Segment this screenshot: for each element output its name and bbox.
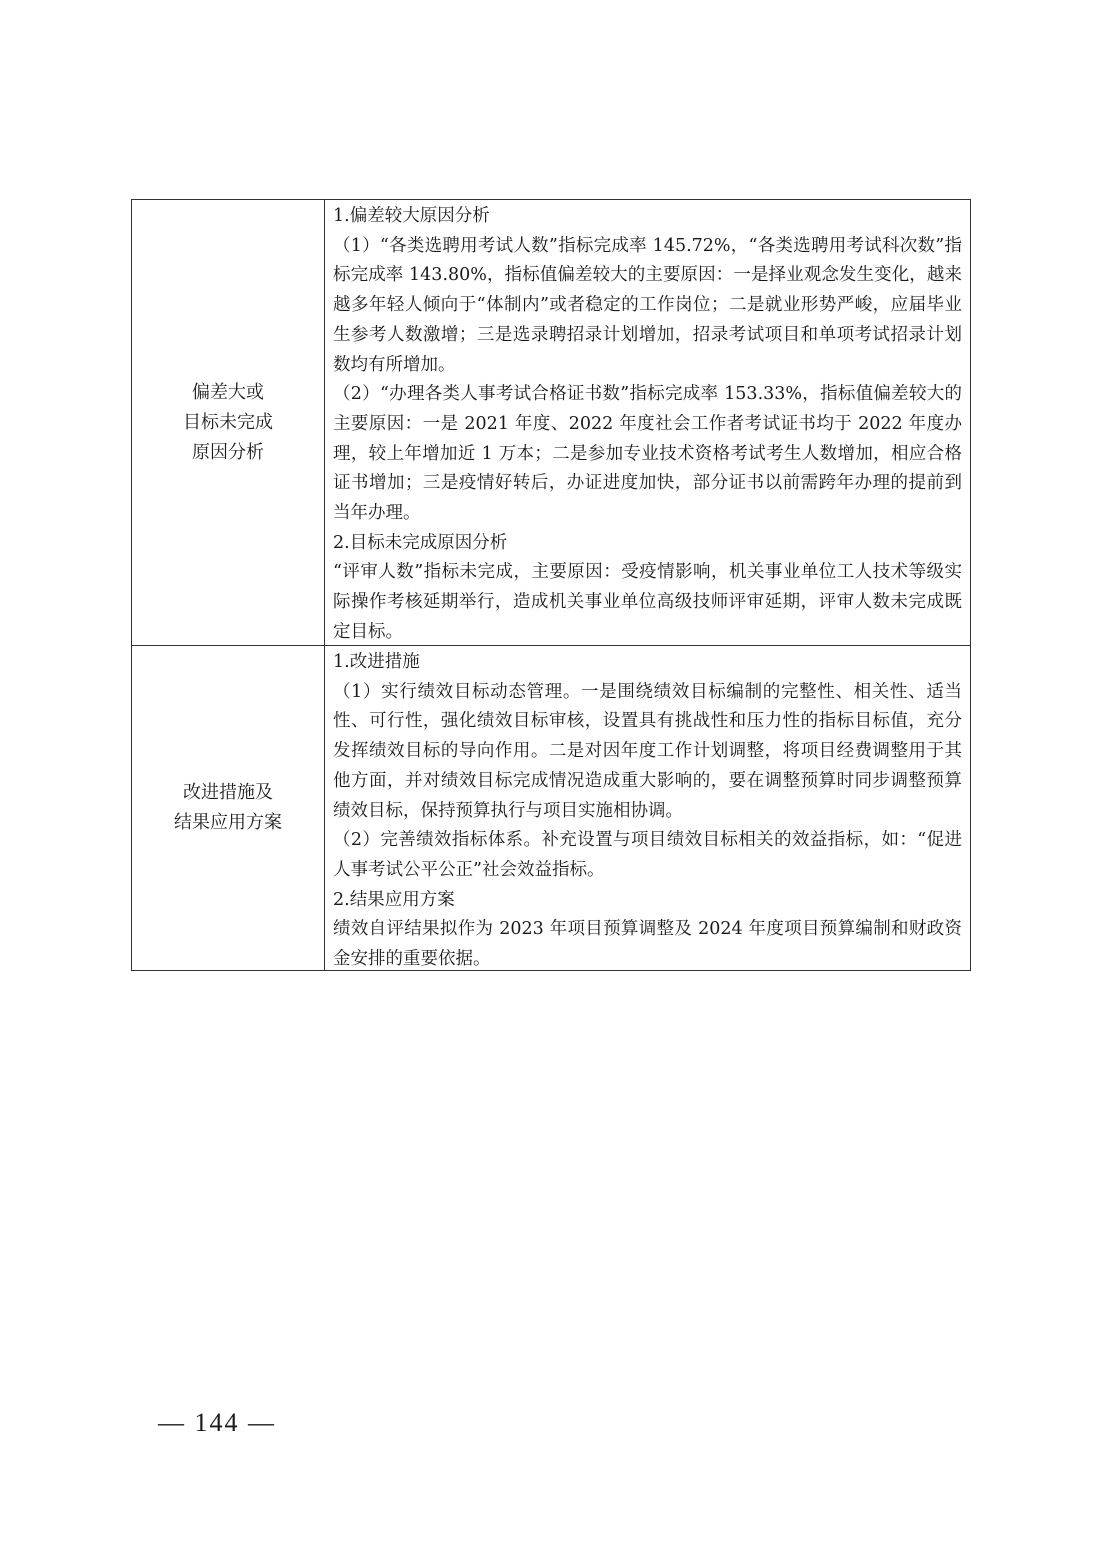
paragraph: 绩效自评结果拟作为 2023 年项目预算调整及 2024 年度项目预算编制和财政资金安排的重要依据。 [333, 919, 962, 970]
table-row-deviation-analysis [132, 200, 970, 645]
paragraph: （1）“各类选聘用考试人数”指标完成率 145.72%，“各类选聘用考试科次数”指标完成率 143.80%，指标值偏差较大的主要原因：一是择业观念发生变化，越来越多年轻人倾向于“体制内”或者稳定的工作岗位；二是就业形势严峻，应届毕业生参考人数激增；三是选录聘招录计划增加，招录考试项目和单项考试招录计划数均有所增加。 [333, 235, 962, 375]
label-line: 结果应用方案 [174, 812, 282, 833]
evaluation-table [131, 199, 971, 971]
section-heading: 1.偏差较大原因分析 [333, 206, 490, 226]
page-number: — 144 — [158, 1408, 276, 1437]
paragraph: （2）“办理各类人事考试合格证书数”指标完成率 153.33%，指标值偏差较大的主要原因：一是 2021 年度、2022 年度社会工作者考试证书均于 2022 年度办理，较上年增加近 1 万本；二是参加专业技术资格考试考生人数增加，相应合格证书增加；三是疫情好转后，办证进度加快，部分证书以前需跨年办理的提前到当年办理。 [333, 384, 962, 524]
row-content-improvement [325, 646, 970, 970]
section-heading: 2.目标未完成原因分析 [333, 532, 508, 553]
table-row-improvement-measures [132, 645, 970, 970]
section-heading: 1.改进措施 [333, 652, 420, 672]
section-heading: 2.结果应用方案 [333, 889, 455, 910]
label-line: 目标未完成 [183, 411, 273, 433]
row-label-deviation [132, 200, 325, 645]
paragraph: （2）完善绩效指标体系。补充设置与项目绩效目标相关的效益指标，如：“促进人事考试公平公正”社会效益指标。 [333, 830, 962, 880]
label-line: 改进措施及 [183, 782, 273, 803]
paragraph: （1）实行绩效目标动态管理。一是围绕绩效目标编制的完整性、相关性、适当性、可行性，强化绩效目标审核，设置具有挑战性和压力性的指标目标值，充分发挥绩效目标的导向作用。二是对因年度工作计划调整，将项目经费调整用于其他方面，并对绩效目标完成情况造成重大影响的，要在调整预算时同步调整预算绩效目标，保持预算执行与项目实施相协调。 [333, 681, 962, 821]
row-label-improvement [132, 646, 325, 970]
paragraph: “评审人数”指标未完成，主要原因：受疫情影响，机关事业单位工人技术等级实际操作考核延期举行，造成机关事业单位高级技师评审延期，评审人数未完成既定目标。 [333, 562, 962, 642]
label-line: 偏差大或 [192, 381, 264, 403]
label-line: 原因分析 [192, 441, 264, 463]
row-content-deviation [325, 200, 970, 645]
